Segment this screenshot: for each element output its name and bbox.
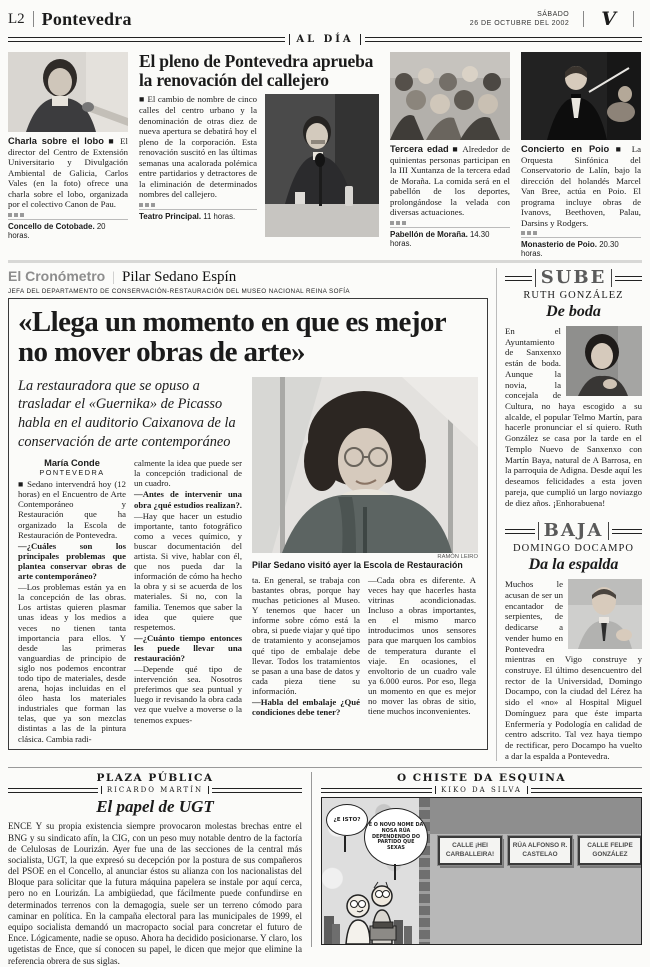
interview-column-2 <box>134 458 242 743</box>
briefs-row <box>8 51 642 259</box>
brief-footer <box>521 237 641 258</box>
brief-time: 14.30 horas. <box>390 229 490 248</box>
street-sign-2: RÚA ALFONSO R. CASTELAO <box>508 836 572 865</box>
band-rule <box>321 788 432 793</box>
interview-section <box>8 268 488 761</box>
wolf-photo <box>8 52 128 132</box>
brief-headline: El pleno de Pontevedra aprueba la renovación del callejero <box>139 51 374 90</box>
band-rule <box>365 37 642 42</box>
newspaper-logo: V <box>601 8 616 30</box>
brief-time: 20 horas. <box>8 221 106 240</box>
brief-body-text: ■ El director del Centro de Extensión Universitario y Divulgación Ambiental de Galicia, Carlos Vales (en la foto) ofrece una charla sobre el lobo, organizada por el colectivo Canon de Pau. <box>8 136 129 210</box>
answer: —Cada obra es diferente. A veces hay que hacerles hasta vitrinas acondicionadas. Incluso a obras importantes, en el mismo marco introducimos unos sensores para que marquen los cambios de temperatura durante el viaje. En ocasiones, el envoltorio de un cuadro vale ya 6.000 euros. Por eso, llega un momento en que es mejor no mover las obras de sitio, tiene muchos inconvenientes. <box>368 574 476 717</box>
street-sign-3: CALLE FELIPE GONZÁLEZ <box>578 836 642 865</box>
chiste-kicker: O CHISTE DA ESQUINA <box>397 772 566 785</box>
question: —¿Cuánto tiempo entonces les puede llevar una restauración? <box>134 632 242 663</box>
interview-column-4 <box>368 575 476 717</box>
band-rule <box>612 529 642 534</box>
brief-lead: Tercera edad <box>390 144 449 154</box>
concierto-photo <box>521 52 641 140</box>
byline-place: PONTEVEDRA <box>39 468 105 478</box>
baja-label: BAJA <box>538 522 610 540</box>
brief-lead: Charla sobre el lobo <box>8 136 104 146</box>
brief-footer <box>139 209 257 221</box>
brief-body-text: ■ El cambio de nombre de cinco calles del centro urbano y la denominación de otras diez de nueva apertura se debatirá hoy el pleno de la corporación. Esta renovación suscitó en las últimas semanas una acalorada polémica entre partidarios y detractores de la eliminación de determinados nombres del callejero. <box>139 94 257 200</box>
brief-time: 11 horas. <box>203 211 236 221</box>
plaza-body: ENCE Y su propia existencia siempre provocaron molestas brechas entre el BNG y su sindicato afín, la CIG, con un peso muy notable dentro de la factoría de Celulosas de Lourizán. Ayer fue una de las secciones de la central más socialista, UGT, la que expresó su decepción por la postura de sus compañeros del PSOE en el Concello, al anunciar éstos su alianza con los nacionalistas del Bloque para solicitar que la futura máquina papelera se instale por aquí cerca, pero no en Lourizán. La ambigüedad, que fácilmente puede confundirse en determinados terrenos con la demagogia, suele ser un terreno cómodo para caminar en política. En la campaña electoral para las municipales de 1999, el equipo socialista demandó un macropacto social para concretar el futuro de Ence. Lógicamente, nadie se opuso. Ahora ha decidido posicionarse. Y claro, los ugetistas de Ence, que sí conocen su papel, le dicen que mejor que elimine la referencia obrera de sus siglas. <box>8 821 302 966</box>
paragraph: ■ Sedano intervendrá hoy (12 horas) en el Encuentro de Arte Contemporáneo y Restauración que ha organizado la Escola de Restauración de Pontevedra. <box>18 479 126 540</box>
brief-place: Monasterio de Poio. <box>521 240 598 250</box>
masthead-divider <box>633 11 634 27</box>
masthead <box>8 6 642 32</box>
brief-place: Concello de Cotobade. <box>8 221 95 231</box>
band-rule <box>505 529 535 534</box>
pilar-photo <box>252 377 478 553</box>
question: —¿Cuáles son los principales problemas que plantea conservar obras de arte contemporáneo? <box>18 540 126 582</box>
band-rule <box>8 37 285 42</box>
brief-body-text: ■ Alrededor de quinientas personas participan en la III Xuntanza de la tercera edad de Moraña. La comida será en el pabellón de los deportes, prolongándose la velada con diversas actuaciones. <box>390 144 510 218</box>
sube-label: SUBE <box>535 269 613 287</box>
date-block <box>470 10 569 29</box>
plaza-kicker: PLAZA PÚBLICA <box>96 772 214 785</box>
band-rule <box>8 788 98 793</box>
edition-label: L2 <box>8 10 25 27</box>
masthead-divider <box>33 11 34 27</box>
brief-footer <box>8 219 128 240</box>
baja-body <box>505 579 642 761</box>
chiste-section <box>312 772 642 947</box>
plaza-publica-section <box>8 772 312 966</box>
brief-footer <box>390 227 510 248</box>
interview-standfirst: La restauradora que se opuso a trasladar el «Guernika» de Picasso habla en el auditorio Caixanova de la conservación de arte contemporáneo <box>18 377 236 450</box>
byline-author: María Conde <box>44 458 100 469</box>
separator-squares-icon <box>139 203 257 207</box>
interview-box <box>8 298 488 750</box>
brief-text <box>8 136 128 210</box>
interview-person: Pilar Sedano Espín <box>122 269 237 285</box>
answer: —Hay que hacer un estudio importante, tanto fotográfico como a veces químico, y buscar documentación del artista. Si vive, hablar con él, que nos pueda dar la información de cómo ha hecho la obra y si se acuerda de los materiales. Si no, con la familia. Tenemos que saber la idea que quiere que respetemos. <box>134 510 242 632</box>
street-sign-1: CALLE ¡HEI CARBALLEIRA! <box>438 836 502 865</box>
paragraph: calmente la idea que puede ser la concepción tradicional de un cuadro. <box>134 458 242 489</box>
sube-person: RUTH GONZÁLEZ <box>523 290 624 301</box>
interview-headline: «Llega un momento en que es mejor no mover obras de arte» <box>18 306 446 369</box>
band-rule <box>531 788 642 793</box>
brief-text <box>390 144 510 218</box>
pleno-photo <box>265 94 379 237</box>
speech-bubble-2: É O NOVO NOME DA NOSA RÚA DEPENDENDO DO PARTIDO QUE SEXAS <box>364 808 428 866</box>
plaza-title: El papel de UGT <box>96 797 214 817</box>
bubble-tail <box>394 864 396 880</box>
ruth-photo <box>566 326 642 396</box>
brief-place: Teatro Principal. <box>139 211 202 221</box>
baja-person: DOMINGO DOCAMPO <box>513 543 634 555</box>
sube-baja-rail <box>496 268 642 761</box>
sube-text: En el Ayuntamiento de Sanxenxo están de boda. Aunque la novia, la concejala de Cultura, no haya escogido a su alcalde, el popular Telmo Martín, para hacerle pronunciar el sí quiero. Ruth González se casa por la tarde en el Templo Nuevo de Sanxenxo con Martín Baya, natural de A Barrosa, en la parroquia de Adigna. Desde aquí les deseamos felicidades a esta joven pareja, que cumplió un largo noviazgo de diez años. ¡Enhorabuena! <box>505 326 642 508</box>
brief-tercera <box>390 52 510 258</box>
comic-wall-top <box>425 798 641 834</box>
interview-column-3 <box>252 575 360 717</box>
comic-panel <box>321 797 642 945</box>
plaza-author: RICARDO MARTÍN <box>101 786 209 794</box>
tercera-photo <box>390 52 510 140</box>
brief-concierto <box>521 52 641 258</box>
separator-squares-icon <box>8 213 128 217</box>
band-label: AL DÍA <box>289 34 360 45</box>
brief-text <box>521 144 641 228</box>
section-band <box>8 34 642 45</box>
separator-squares-icon <box>521 231 641 235</box>
question: —Habla del embalaje ¿Qué condiciones debe tener? <box>252 697 360 718</box>
brief-pleno <box>139 52 379 258</box>
baja-block <box>505 522 642 761</box>
photo-credit: RAMÓN LEIRO <box>437 553 478 560</box>
date-full: 26 DE OCTUBRE DEL 2002 <box>469 20 570 27</box>
chiste-author: KIKO DA SILVA <box>435 786 528 794</box>
answer: —Los problemas están ya en la concepción de las obras. Los artistas quieren plasmar unas ideas y los medios a veces no tienen tanta importancia para ellos. Y desde las primeras vanguardias de principio de siglo nos podemos encontrar todo tipo de materiales, desde arena, hojas incluidas en el óleo hasta los materiales industriales que forman las telas, que ya son mezclas distintas a las de la pintura clásica. Cambia radi- <box>18 582 126 744</box>
brief-wolf <box>8 52 128 258</box>
main-region <box>8 260 642 761</box>
brief-time: 20.30 horas. <box>521 240 619 259</box>
baja-title: Da la espalda <box>528 556 619 574</box>
paragraph: ta. En general, se trabaja con bastantes obras, porque hay muchas peticiones al Museo. Y tenemos que hacer un informe sobre cómo está la obra, si puede viajar y qué tipo de tratamiento y aconsejamos qué tipo de embalaje debe llevar. Todos los tratamientos se pasan a una base de datos y cada pieza tiene su información. <box>252 574 360 696</box>
interview-column-1 <box>18 458 126 743</box>
comic-characters <box>324 880 424 944</box>
section-title: Pontevedra <box>41 8 132 29</box>
band-rule <box>212 788 302 793</box>
brief-place: Pabellón de Moraña. <box>390 229 468 239</box>
kicker-divider: | <box>112 270 116 285</box>
bubble-tail <box>344 836 346 852</box>
band-rule <box>615 276 642 281</box>
band-rule <box>505 276 532 281</box>
interview-role: JEFA DEL DEPARTAMENTO DE CONSERVACIÓN-RESTAURACIÓN DEL MUSEO NACIONAL REINA SOFÍA <box>8 288 350 295</box>
question: —Antes de intervenir una obra ¿qué estudios realizan?. <box>134 489 242 510</box>
sube-block <box>505 269 642 508</box>
date-weekday: SÁBADO <box>537 10 570 18</box>
bottom-region <box>8 767 642 966</box>
baja-text: Muchos le acusan de ser un encantador de serpientes, de dedicarse a vender humo en Pontevedra mientras en Vigo construye y construye. El último desencuentro del rector de la Universidad, Domingo Docampo, con la ciudad del Lérez ha sido el «no» al Hospital Miguel Domínguez para que éste imparta Enfermería y Podología en calidad de centro adscrito. Tal vez haya tiempo de rectificar, pero Docampo ha vuelto a dar la espalda a Pontevedra. <box>505 579 642 761</box>
sube-body <box>505 326 642 508</box>
answer: —Depende qué tipo de intervención sea. Nosotros preferimos que sea puntual y luego ir revisando la obra cada vez que vuelve a moverse o la tenemos expues- <box>134 664 242 725</box>
brief-body-text: ■ La Orquesta Sinfónica del Conservatorio de Lalín, bajo la dirección del holandés Marcel Van Bree, actúa en Poio. El programa incluye obras de Ivanovs, Beethoven, Palau, Darsins y Rodgers. <box>521 144 642 228</box>
brief-lead: Concierto en Poio <box>521 144 610 154</box>
speech-bubble-1: ¿E ISTO? <box>326 804 368 836</box>
masthead-divider <box>583 11 584 27</box>
separator-squares-icon <box>390 221 510 225</box>
sube-title: De boda <box>546 303 601 320</box>
docampo-photo <box>568 579 642 649</box>
interview-kicker: El Cronómetro <box>8 268 106 284</box>
photo-caption: Pilar Sedano visitó ayer la Escola de Restauración <box>252 559 463 570</box>
